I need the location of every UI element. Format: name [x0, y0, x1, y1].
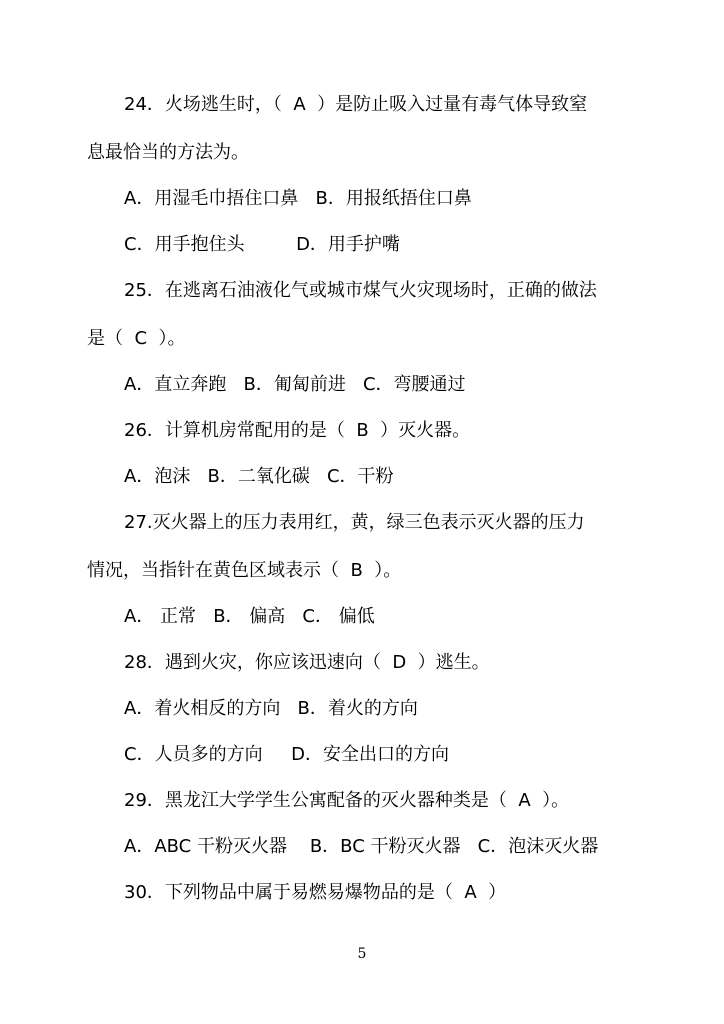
question-25-line-1: 25．在逃离石油液化气或城市煤气火灾现场时，正确的做法 — [124, 280, 597, 301]
question-24-options-cd: C．用手抱住头 D．用手护嘴 — [124, 234, 400, 255]
question-29-line: 29．黑龙江大学学生公寓配备的灭火器种类是（ A ）。 — [124, 790, 570, 811]
question-24-line-1: 24．火场逃生时，（ A ）是防止吸入过量有毒气体导致窒 — [124, 94, 588, 115]
question-25-line-2: 是（ C ）。 — [87, 328, 186, 349]
question-27-line-2: 情况，当指针在黄色区域表示（ B ）。 — [87, 560, 402, 581]
question-28-line: 28．遇到火灾，你应该迅速向（ D ）逃生。 — [124, 652, 490, 673]
page-number: 5 — [357, 946, 367, 962]
question-26-options: A．泡沫 B．二氧化碳 C．干粉 — [124, 466, 394, 487]
question-25-options: A．直立奔跑 B．匍匐前进 C．弯腰通过 — [124, 374, 466, 395]
question-27-line-1: 27.灭火器上的压力表用红，黄，绿三色表示灭火器的压力 — [124, 512, 585, 533]
question-26-line: 26．计算机房常配用的是（ B ）灭火器。 — [124, 420, 471, 441]
question-27-options: A． 正常 B． 偏高 C． 偏低 — [124, 606, 375, 627]
question-24-options-ab: A．用湿毛巾捂住口鼻 B．用报纸捂住口鼻 — [124, 188, 472, 209]
question-24-line-2: 息最恰当的方法为。 — [87, 142, 249, 163]
question-29-options: A．ABC 干粉灭火器 B．BC 干粉灭火器 C．泡沫灭火器 — [124, 836, 599, 857]
question-28-options-ab: A．着火相反的方向 B．着火的方向 — [124, 698, 418, 719]
question-28-options-cd: C．人员多的方向 D．安全出口的方向 — [124, 744, 450, 765]
question-30-line: 30．下列物品中属于易燃易爆物品的是（ A ） — [124, 882, 507, 903]
